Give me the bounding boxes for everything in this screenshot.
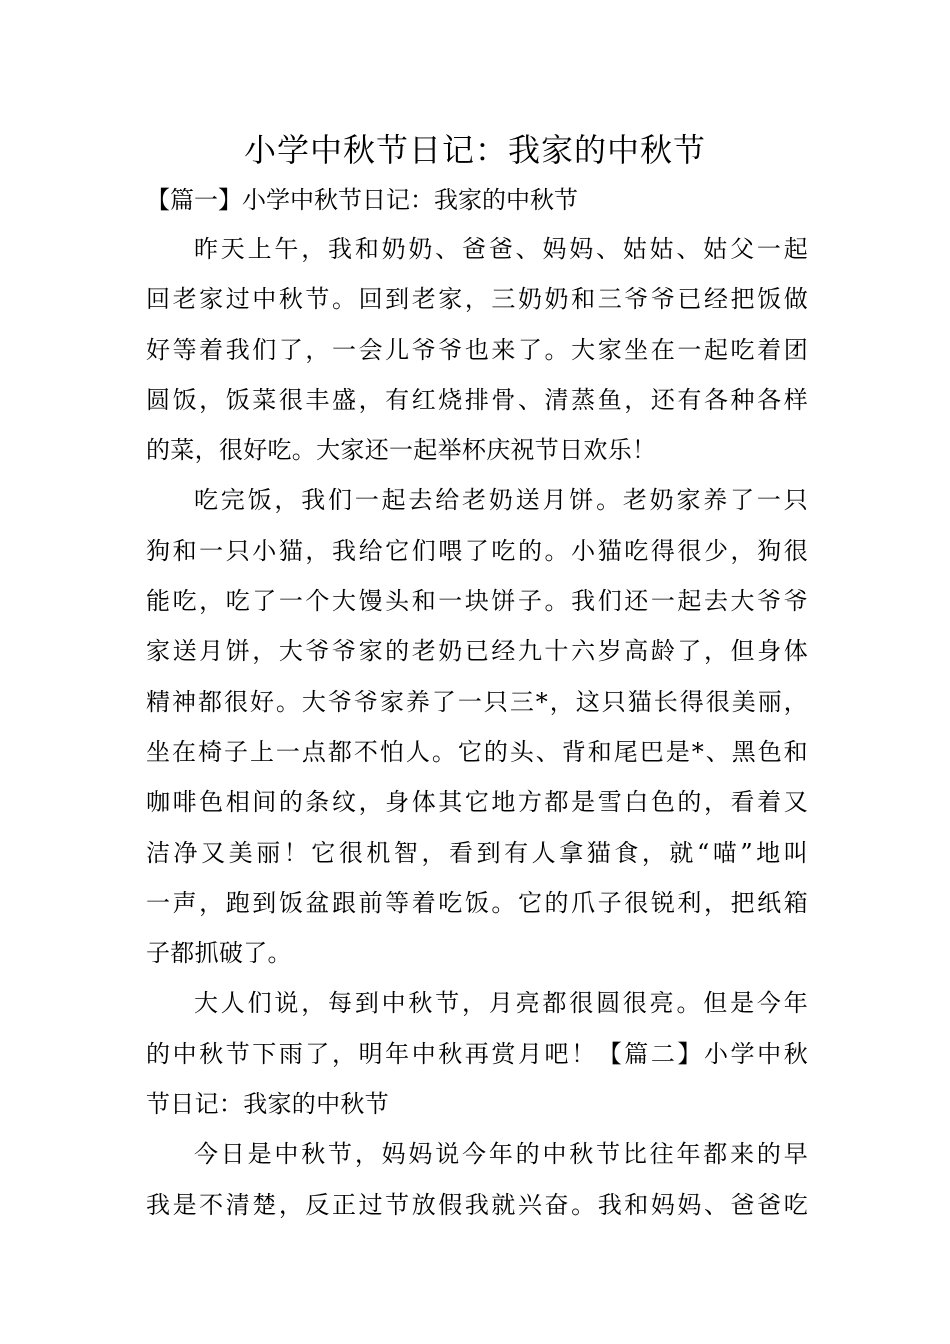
text-line: 大人们说，每到中秋节，月亮都很圆很亮。但是今年 (194, 989, 808, 1018)
text-line: 的菜，很好吃。大家还一起举杯庆祝节日欢乐！ (146, 436, 657, 465)
text-line: 一声，跑到饭盆跟前等着吃饭。它的爪子很锐利，把纸箱 (146, 888, 808, 917)
paragraph-4 (146, 1129, 808, 1230)
section-heading: 【篇一】小学中秋节日记：我家的中秋节 (146, 186, 578, 214)
text-line: 洁净又美丽！它很机智，看到有人拿猫食，就“喵”地叫 (146, 838, 808, 867)
text-line: 今日是中秋节，妈妈说今年的中秋节比往年都来的早 (194, 1140, 808, 1169)
paragraph-2 (146, 475, 808, 978)
text-line: 我是不清楚，反正过节放假我就兴奋。我和妈妈、爸爸吃 (146, 1190, 808, 1219)
text-line: 能吃，吃了一个大馒头和一块饼子。我们还一起去大爷爷 (146, 587, 808, 616)
text-line: 咖啡色相间的条纹，身体其它地方都是雪白色的，看着又 (146, 788, 808, 817)
text-line: 圆饭，饭菜很丰盛，有红烧排骨、清蒸鱼，还有各种各样 (146, 385, 808, 414)
text-line: 节日记：我家的中秋节 (146, 1090, 389, 1119)
text-line: 昨天上午，我和奶奶、爸爸、妈妈、姑姑、姑父一起 (194, 235, 808, 263)
text-line: 家送月饼，大爷爷家的老奶已经九十六岁高龄了，但身体 (146, 637, 808, 666)
text-line: 狗和一只小猫，我给它们喂了吃的。小猫吃得很少，狗很 (146, 536, 808, 565)
text-line: 回老家过中秋节。回到老家，三奶奶和三爷爷已经把饭做 (146, 285, 808, 314)
text-line: 吃完饭，我们一起去给老奶送月饼。老奶家养了一只 (194, 486, 808, 515)
text-line: 的中秋节下雨了，明年中秋再赏月吧！【篇二】小学中秋 (146, 1039, 808, 1068)
text-line: 子都抓破了。 (146, 939, 292, 968)
text-line: 坐在椅子上一点都不怕人。它的头、背和尾巴是*、黑色和 (146, 737, 808, 766)
text-line: 好等着我们了，一会儿爷爷也来了。大家坐在一起吃着团 (146, 335, 808, 364)
paragraph-1 (146, 224, 808, 475)
document-title: 小学中秋节日记：我家的中秋节 (243, 131, 706, 169)
text-line: 精神都很好。大爷爷家养了一只三*，这只猫长得很美丽， (146, 687, 808, 716)
paragraph-3 (146, 978, 808, 1129)
document-body (146, 176, 808, 1230)
